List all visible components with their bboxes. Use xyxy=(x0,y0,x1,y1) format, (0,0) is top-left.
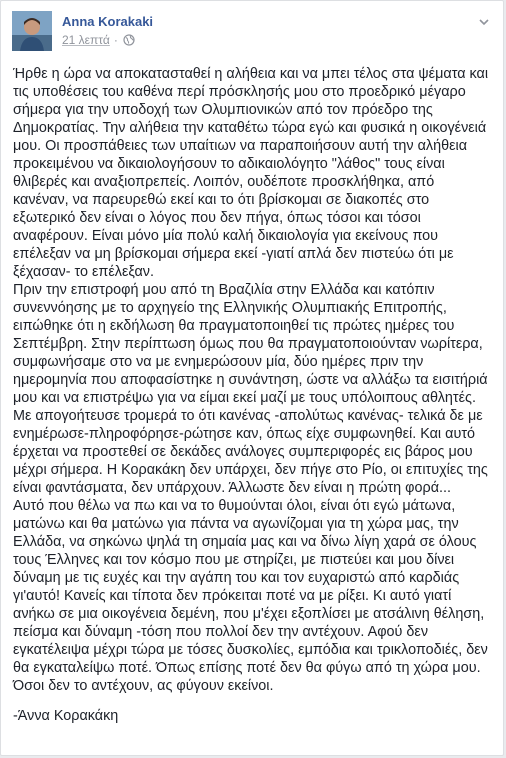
post-paragraph: Αυτό που θέλω να πω και να το θυμούνται όλοι, είναι ότι εγώ μάτωνα, ματώνω και θα ματώνω για πάντα να αγωνίζομαι για τη χώρα μας, την Ελλάδα, να σηκώνω ψηλά τη σημαία μας και να δίνω λίγη χαρά σε όλους τους Έλληνες και τον κόσμο που με στηρίζει, με πιστεύει και μου δίνει δύναμη με τις ευχές και την αγάπη του και τον ευχαριστώ από καρδιάς γι'αυτό! Κανείς και τίποτα δεν πρόκειται ποτέ να με ρίξει. Κι αυτό γιατί ανήκω σε μια οικογένεια δεμένη, που μ'έχει εξοπλίσει με ατσάλινη θέληση, πείσμα και δύναμη -τόση που πολλοί δεν την αντέχουν. Αφού δεν εγκατέλειψα μέχρι τώρα με τόσες δυσκολίες, εμπόδια και τρικλοποδιές, δεν θα εγκαταλείψω ποτέ. Όπως επίσης ποτέ δεν θα φύγω από τη χώρα μου. Όσοι δεν το αντέχουν, ας φύγουν εκείνοι. xyxy=(13,498,488,694)
post-body xyxy=(13,65,489,725)
post-header xyxy=(12,11,493,55)
post-paragraph: Πριν την επιστροφή μου από τη Βραζιλία στην Ελλάδα και κατόπιν συνεννόησης με το αρχηγείο της Ελληνικής Ολυμπιακής Επιτροπής, ειπώθηκε ότι η εκδήλωση θα πραγματοποιηθεί τις πρώτες ημέρες του Σεπτέμβρη. Στην περίπτωση όμως που θα πραγματοποιούνταν νωρίτερα, συμφωνήσαμε στο να με ενημερώσουν μία, δύο ημέρες πριν την ημερομηνία που αποφασίστηκε η συνάντηση, ώστε να αλλάξω τα εισιτήριά μου και να επιστρέψω για να είμαι εκεί μαζί με τους υπόλοιπους αθλητές. Με απογοήτευσε τρομερά το ότι κανένας -απολύτως κανένας- τελικά δε με ενημέρωσε-πληροφόρησε-ρώτησε καν, όπως είχε συμφωνηθεί. Και αυτό έρχεται να προστεθεί σε δεκάδες ανάλογες συμπεριφορές εις βάρος μου μέχρι σήμερα. Η Κορακάκη δεν υπάρχει, δεν πήγε στο Ρίο, οι επιτυχίες της είναι φαντάσματα, δεν υπάρχουν. Άλλωστε δεν είναι η πρώτη φορά... xyxy=(13,282,488,496)
post-signature: -Άννα Κορακάκη xyxy=(13,708,119,724)
globe-icon[interactable] xyxy=(123,34,135,46)
post-paragraph: Ήρθε η ώρα να αποκατασταθεί η αλήθεια και να μπει τέλος στα ψέματα και τις υποθέσεις του καθένα περί πρόσκλησής μου στο προεδρικό μέγαρο σήμερα για την υποδοχή των Ολυμπιονικών από τον πρόεδρο της Δημοκρατίας. Την αλήθεια την καταθέτω τώρα εγώ και φυσικά η οικογένειά μου. Οι προσπάθειες των υπαίτιων να παραποιήσουν αυτή την αλήθεια προκειμένου να δικαιολογήσουν το αδικαιολόγητο "λάθος" τους είναι θλιβερές και αναξιοπρεπείς. Λοιπόν, ουδέποτε προσκλήθηκα, από κανέναν, να παρευρεθώ εκεί και το ότι βρίσκομαι σε διακοπές στο εξωτερικό δεν είναι ο λόγος που δεν πήγα, όπως τόσοι και τόσοι αναφέρουν. Είναι μόνο μία πολύ καλή δικαιολογία για εκείνους που επέλεξαν να μη βρίσκομαι σήμερα εκεί -γιατί απλά δεν πιστεύω ότι με ξέχασαν- το επέλεξαν. xyxy=(13,66,489,280)
chevron-down-icon[interactable] xyxy=(477,15,491,29)
avatar[interactable] xyxy=(12,11,52,51)
author-name[interactable]: Anna Korakaki xyxy=(62,14,154,29)
post-meta xyxy=(62,33,135,47)
avatar-image xyxy=(12,11,52,51)
meta-separator: · xyxy=(113,33,118,47)
post-timestamp[interactable]: 21 λεπτά xyxy=(62,33,110,47)
